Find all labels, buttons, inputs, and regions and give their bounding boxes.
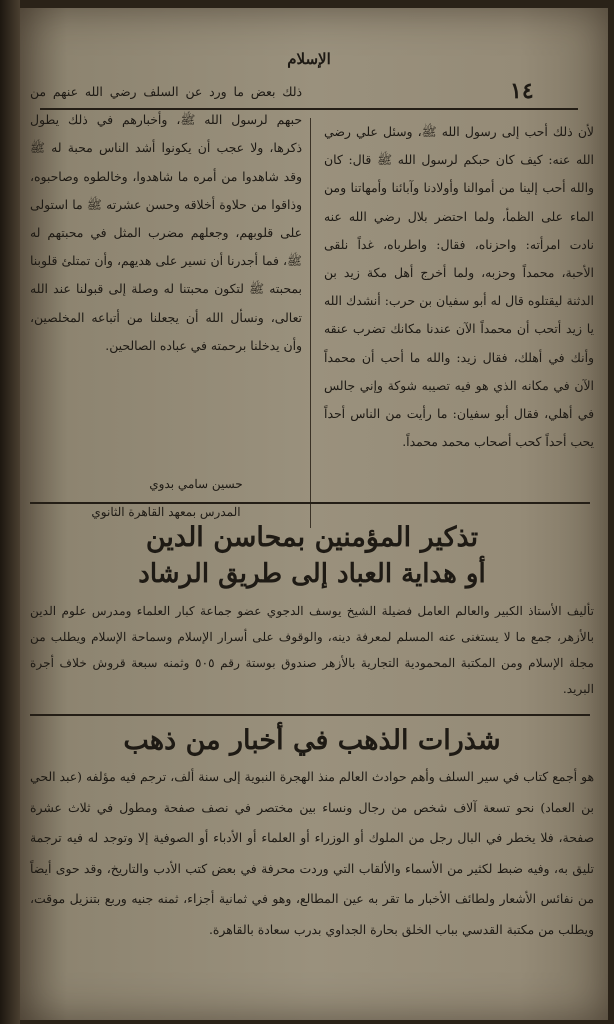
ad1-subtitle: أو هداية العباد إلى طريق الرشاد: [138, 559, 486, 589]
article-left-column: [30, 78, 302, 360]
running-title: الإسلام: [287, 50, 331, 68]
book-ad-2: [30, 724, 594, 946]
article-signature: [30, 470, 302, 526]
magazine-page: [20, 8, 608, 1020]
ad2-title: شذرات الذهب في أخبار من ذهب: [123, 725, 501, 756]
section-rule-1: [30, 502, 590, 504]
column-divider: [310, 118, 311, 528]
page-number: ١٤: [510, 78, 534, 104]
ad1-body: تأليف الأستاذ الكبير والعالم العامل فضيلة الشيخ يوسف الدجوي عضو جماعة كبار العلماء ومدرس علوم الدين بالأزهر، جمع ما لا يستغنى عنه المسلم لمعرفة دينه، والوقوف على أسرار الإسلام وسماحة الإسلام ويطلب من مجلة الإسلام ومن المكتبة المحمودية التجارية بالأزهر صندوق بوستة رقم ٥٠٥ وثمنه سبعة قروش خلاف أجرة البريد.: [30, 604, 594, 696]
author-title: المدرس بمعهد القاهرة الثانوي: [91, 505, 241, 519]
book-binding: [0, 0, 20, 1024]
article-right-column: [324, 118, 594, 456]
article-left-text: ذلك بعض ما ورد عن السلف رضي الله عنهم من حبهم لرسول الله ﷺ، وأخبارهم في ذلك يطول ذكرها، ولا عجب أن يكونوا أشد الناس محبة له ﷺ وقد شاهدوا من أمره ما شاهدوا، وخالطوه وصاحبوه، وذاقوا من حلاوة أخلاقه وحسن عشرته ﷺ ما استولى على قلوبهم، وجعلهم مضرب المثل في محبتهم له ﷺ، فما أجدرنا أن نسير على هديهم، وأن تمتلئ قلوبنا بمحبته ﷺ لتكون محبتنا له وصلة إلى قبولنا عند الله تعالى، ونسأل الله أن يجعلنا من أتباعه المخلصين، وأن يدخلنا برحمته في عباده الصالحين.: [30, 84, 302, 353]
ad1-title: تذكير المؤمنين بمحاسن الدين: [145, 522, 479, 553]
article-right-text: لأن ذلك أحب إلى رسول الله ﷺ، وسئل علي رضي الله عنه: كيف كان حبكم لرسول الله ﷺ قال: كان والله أحب إلينا من أموالنا وأولادنا وآبائنا وأمهاتنا ومن الماء على الظمأ، ولما احتضر بلال رضي الله عنه نادت امرأته: واحزناه، فقال: واطرباه، غداً نلقى الأحبة، محمداً وحزبه، ولما أخرج أهل مكة زيد بن الدثنة ليقتلوه قال له أبو سفيان بن حرب: أنشدك الله يا زيد أتحب أن محمداً الآن عندنا مكانك تضرب عنقه وأنك في أهلك، فقال زيد: والله ما أحب أن محمداً الآن في مكانه الذي هو فيه تصيبه شوكة وإني جالس في أهلي، فقال أبو سفيان: ما رأيت من الناس أحداً يحب أحداً كحب أصحاب محمد محمداً.: [324, 124, 594, 450]
author-name: حسين سامي بدوي: [149, 477, 243, 491]
book-ad-1: [30, 520, 594, 702]
section-rule-2: [30, 714, 590, 716]
ad2-body: هو أجمع كتاب في سير السلف وأهم حوادث العالم منذ الهجرة النبوية إلى سنة ألف، ترجم فيه مؤلفه (عبد الحي بن العماد) نحو تسعة آلاف شخص من رجال ونساء بين مختصر في نصف صفحة ومطول في ثلاث عشرة صفحة، فلا يخطر في البال رجل من الملوك أو الوزراء أو العلماء أو الأدباء أو الصوفية إلا وتوجد له فيه ترجمة تليق به، وفيه ضبط لكثير من الأسماء والألقاب التي وردت محرفة في بعض كتب الأدب والتاريخ، وقد حوى أيضاً من نفائس الأشعار ولطائف الأخبار ما تقر به عين المطالع، وهو في ثمانية أجزاء، ثمنه جنيه وربع بتنزيل موقت، ويطلب من مكتبة القدسي بباب الخلق بحارة الجداوي بدرب سعادة بالقاهرة.: [30, 769, 594, 937]
